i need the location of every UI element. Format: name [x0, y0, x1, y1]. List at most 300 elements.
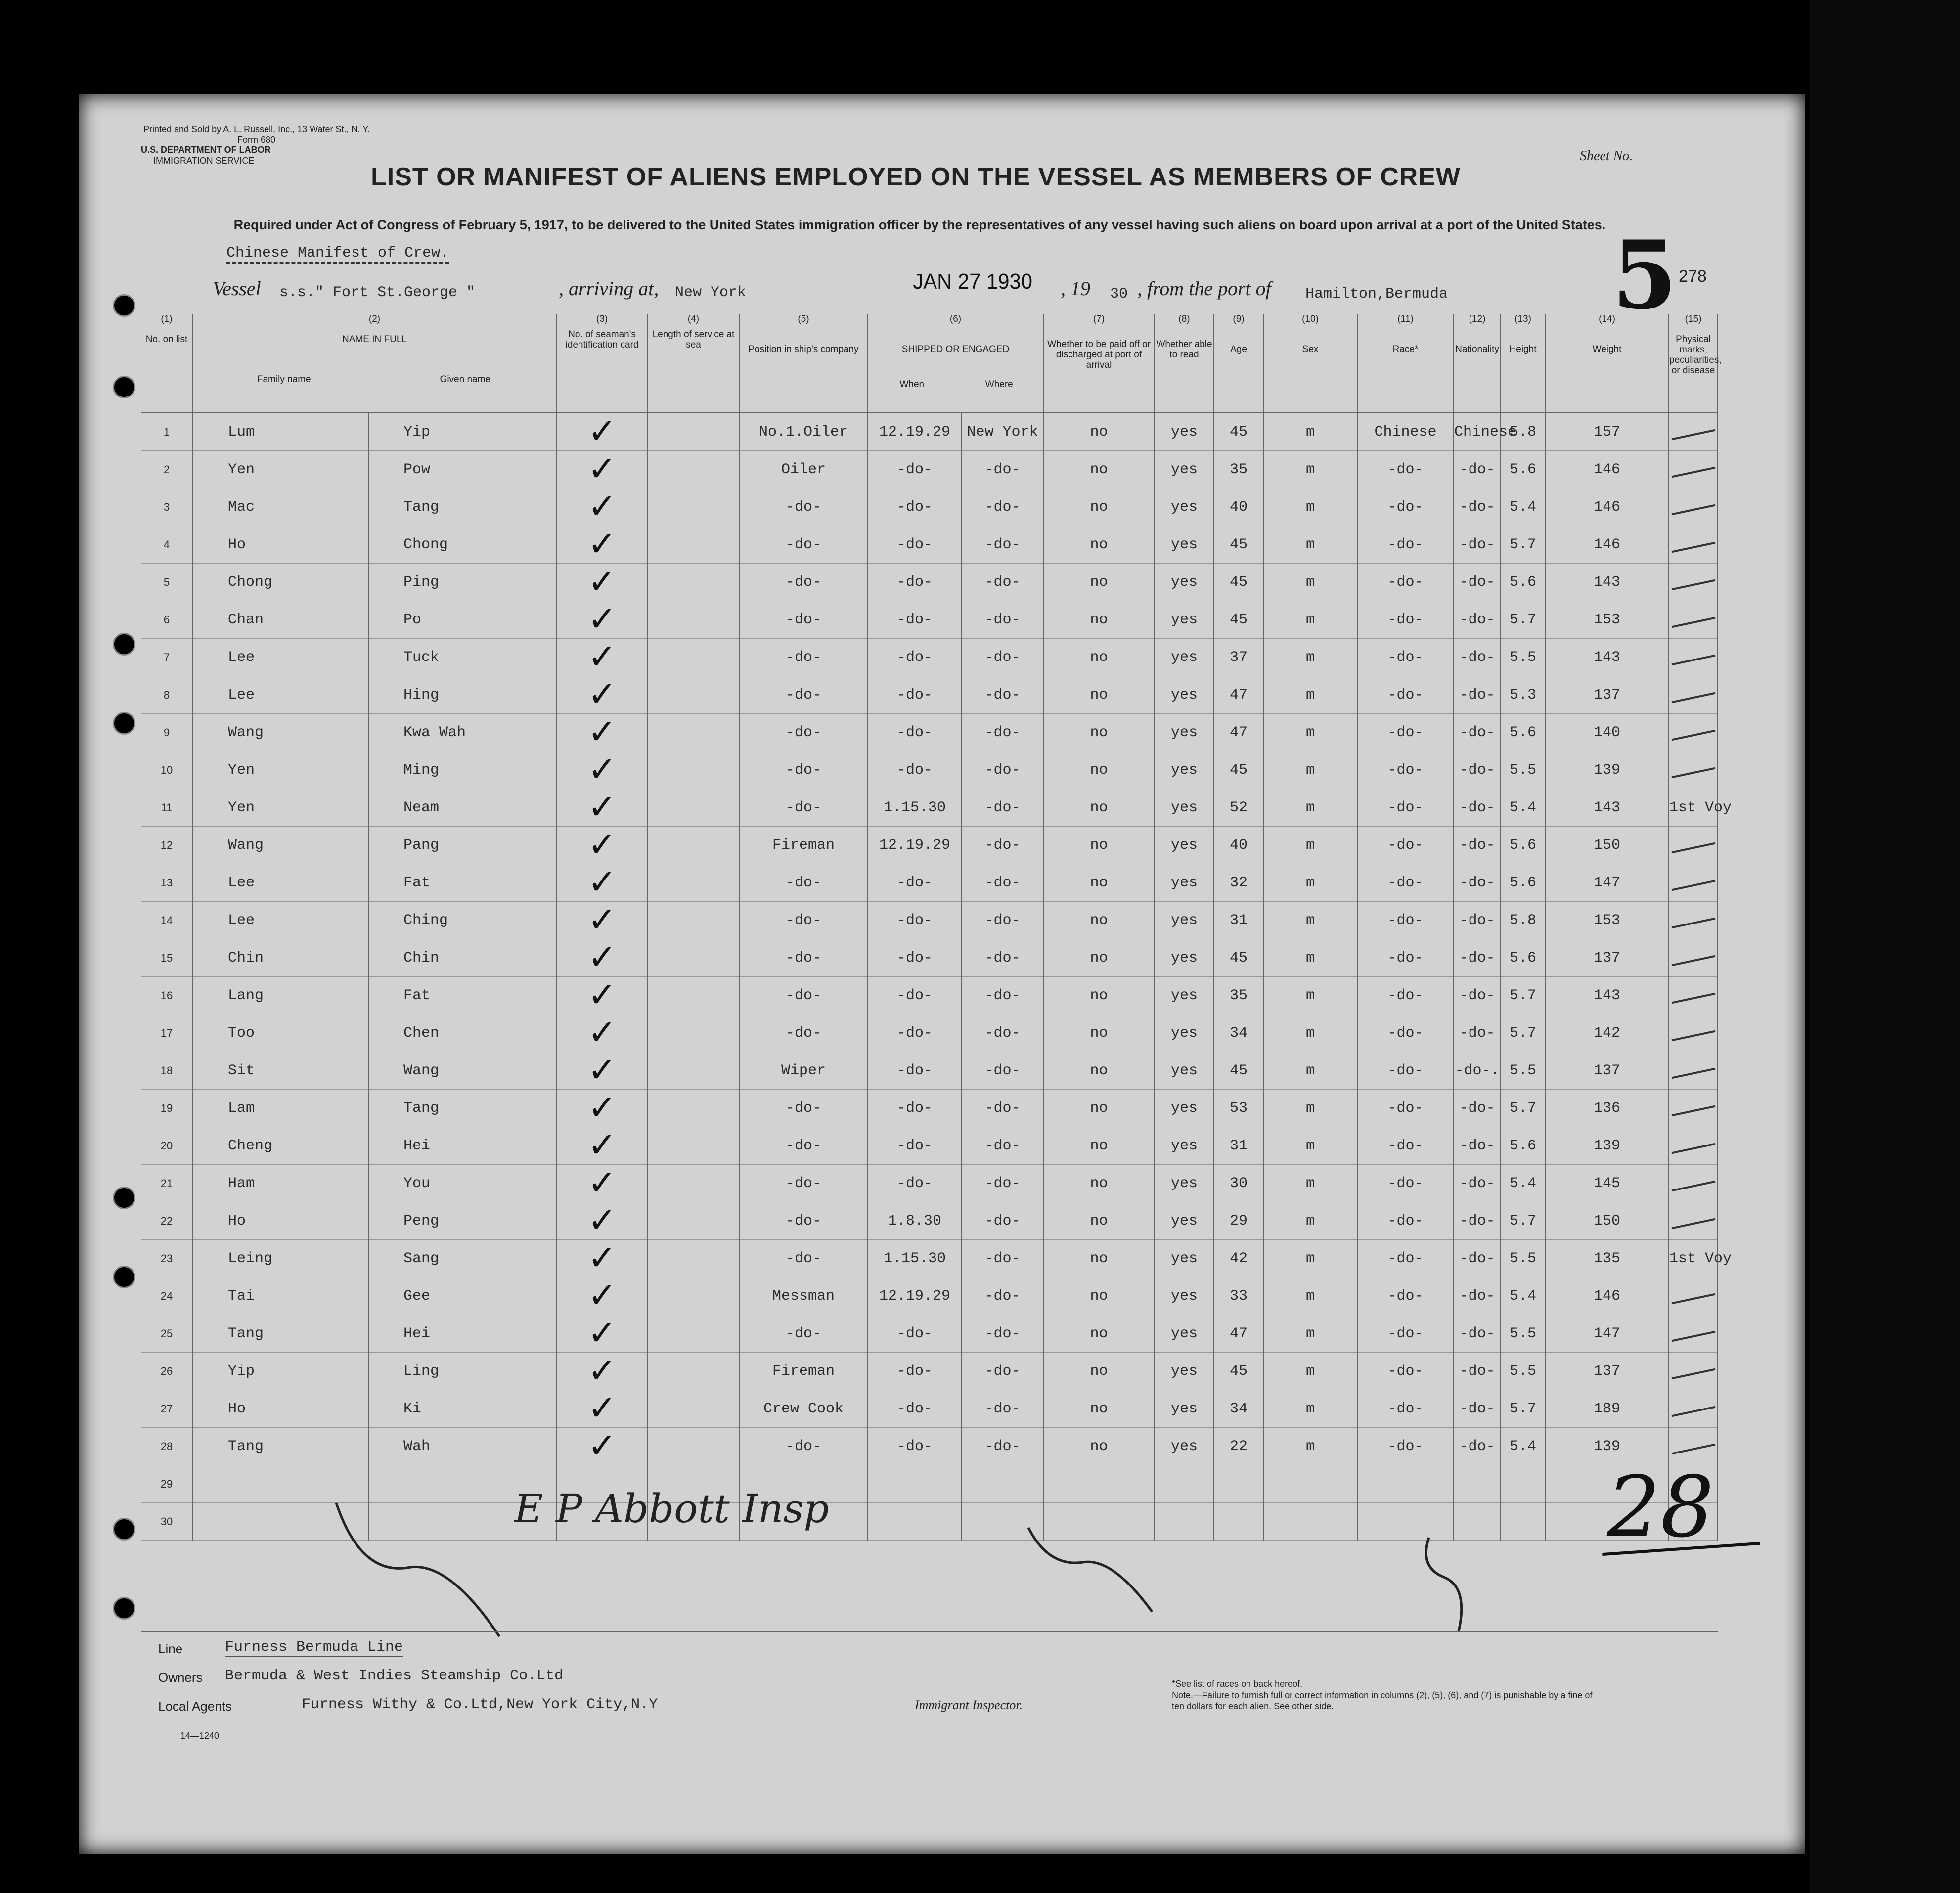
cell-where: -do-	[962, 676, 1043, 714]
cell-sex: m	[1263, 413, 1357, 451]
cell-position: -do-	[739, 977, 868, 1014]
cell-given: Tuck	[368, 639, 556, 676]
checkmark-icon: ✓	[587, 673, 617, 714]
cell-read: yes	[1155, 1127, 1214, 1165]
cell-race: -do-	[1357, 827, 1454, 864]
cell-race: -do-	[1357, 939, 1454, 977]
cell-height: 5.7	[1501, 1090, 1545, 1127]
col-sex: (10) Sex	[1263, 314, 1357, 413]
cell-age: 22	[1214, 1428, 1263, 1465]
cell-age: 45	[1214, 939, 1263, 977]
cell-age: 47	[1214, 676, 1263, 714]
cell-sex: m	[1263, 526, 1357, 564]
cell-weight: 189	[1545, 1390, 1669, 1428]
cell-where: -do-	[962, 1277, 1043, 1315]
cell-where: -do-	[962, 1127, 1043, 1165]
cell-where: -do-	[962, 1090, 1043, 1127]
cell-given: Ming	[368, 751, 556, 789]
cell-weight: 135	[1545, 1240, 1669, 1277]
table-row	[141, 1390, 1718, 1428]
cell-position: Fireman	[739, 827, 868, 864]
cell-weight: 150	[1545, 827, 1669, 864]
cell-given: Pow	[368, 451, 556, 488]
cell-height: 5.4	[1501, 488, 1545, 526]
cell-paid: no	[1043, 902, 1155, 939]
cell-read: yes	[1155, 639, 1214, 676]
cell-height: 5.5	[1501, 751, 1545, 789]
cell-paid: no	[1043, 714, 1155, 751]
cell-position: -do-	[739, 526, 868, 564]
cell-when: -do-	[868, 939, 962, 977]
id-card-check	[556, 410, 648, 451]
cell-family: Yip	[193, 1353, 368, 1390]
cell-race: -do-	[1357, 451, 1454, 488]
cell-given: Peng	[368, 1202, 556, 1240]
cell-weight: 157	[1545, 413, 1669, 451]
cell-age: 45	[1214, 413, 1263, 451]
col-family-name: Family name	[257, 374, 311, 385]
cell-read: yes	[1155, 1240, 1214, 1277]
cell-sex: m	[1263, 1277, 1357, 1315]
service-cell	[648, 977, 739, 1014]
cell-read: yes	[1155, 1277, 1214, 1315]
table-row	[141, 1353, 1718, 1390]
cell-position: -do-	[739, 601, 868, 639]
cell-marks	[1669, 488, 1718, 526]
cell-sex: m	[1263, 789, 1357, 827]
id-card-check	[556, 1124, 648, 1165]
cell-sex: m	[1263, 601, 1357, 639]
cell-family: Ho	[193, 1390, 368, 1428]
id-card-check	[556, 936, 648, 977]
id-card-check	[556, 974, 648, 1015]
cell-paid: no	[1043, 751, 1155, 789]
inspector-signature: E P Abbott Insp	[514, 1486, 829, 1532]
dash-mark	[1671, 1293, 1715, 1304]
races-note: *See list of races on back hereof.	[1172, 1679, 1303, 1689]
dash-mark	[1671, 917, 1715, 928]
cell-race: -do-	[1357, 1202, 1454, 1240]
id-card-check	[556, 899, 648, 940]
cell-when: -do-	[868, 1052, 962, 1090]
cell-given: Ki	[368, 1390, 556, 1428]
row-number: 30	[141, 1503, 193, 1541]
dash-mark	[1671, 1368, 1715, 1379]
punch-hole	[113, 1266, 135, 1288]
cell-paid: no	[1043, 526, 1155, 564]
cell-age: 47	[1214, 1315, 1263, 1353]
cell-marks	[1669, 1127, 1718, 1165]
service-cell	[648, 413, 739, 451]
cell-weight: 143	[1545, 564, 1669, 601]
cell-family: Ham	[193, 1165, 368, 1202]
service-cell	[648, 864, 739, 902]
row-number: 24	[141, 1277, 193, 1315]
cell-paid: no	[1043, 1240, 1155, 1277]
cell-age: 52	[1214, 789, 1263, 827]
cell-age: 32	[1214, 864, 1263, 902]
cell-family: Mac	[193, 488, 368, 526]
checkmark-icon: ✓	[587, 1162, 617, 1203]
cell-race: -do-	[1357, 601, 1454, 639]
owners-label: Owners	[158, 1670, 203, 1685]
cell-age: 45	[1214, 751, 1263, 789]
cell-race: Chinese	[1357, 413, 1454, 451]
cell-age: 35	[1214, 451, 1263, 488]
checkmark-icon: ✓	[587, 748, 617, 790]
cell-read: yes	[1155, 827, 1214, 864]
cell-height: 5.7	[1501, 1202, 1545, 1240]
cell-marks	[1669, 413, 1718, 451]
checkmark-icon: ✓	[587, 1087, 617, 1128]
id-card-check	[556, 1425, 648, 1466]
table-row	[141, 1240, 1718, 1277]
page-mark: 5	[1612, 220, 1678, 330]
cell-paid: no	[1043, 413, 1155, 451]
cell-race: -do-	[1357, 1315, 1454, 1353]
cell-read: yes	[1155, 864, 1214, 902]
cell-when: -do-	[868, 1390, 962, 1428]
cell-height: 5.4	[1501, 1165, 1545, 1202]
year-suffix: 30	[1110, 286, 1128, 303]
cell-paid: no	[1043, 488, 1155, 526]
checkmark-icon: ✓	[587, 523, 617, 564]
cell-marks	[1669, 1315, 1718, 1353]
cell-nationality: -do-	[1454, 1090, 1501, 1127]
row-number: 20	[141, 1127, 193, 1165]
cell-when: 12.19.29	[868, 1277, 962, 1315]
cell-weight: 139	[1545, 1428, 1669, 1465]
cell-nationality: -do-	[1454, 714, 1501, 751]
checkmark-icon: ✓	[587, 1312, 617, 1353]
cell-position: Messman	[739, 1277, 868, 1315]
cell-read: yes	[1155, 939, 1214, 977]
cell-paid: no	[1043, 977, 1155, 1014]
checkmark-icon: ✓	[587, 1425, 617, 1466]
row-number: 16	[141, 977, 193, 1014]
dash-mark	[1671, 579, 1715, 590]
cell-paid: no	[1043, 564, 1155, 601]
cell-race: -do-	[1357, 1090, 1454, 1127]
cell-read: yes	[1155, 902, 1214, 939]
row-number: 1	[141, 413, 193, 451]
cell-position: -do-	[739, 1428, 868, 1465]
cell-height: 5.3	[1501, 676, 1545, 714]
id-card-check	[556, 711, 648, 752]
table-row	[141, 488, 1718, 526]
cell-given: Fat	[368, 977, 556, 1014]
id-card-check	[556, 448, 648, 489]
cell-height: 5.7	[1501, 1390, 1545, 1428]
cell-age: 45	[1214, 601, 1263, 639]
checkmark-icon: ✓	[587, 598, 617, 639]
footer-divider	[141, 1631, 1718, 1632]
cell-read: yes	[1155, 1202, 1214, 1240]
id-card-check	[556, 1162, 648, 1203]
cell-paid: no	[1043, 1090, 1155, 1127]
cell-family: Chin	[193, 939, 368, 977]
cell-family: Ho	[193, 526, 368, 564]
dash-mark	[1671, 955, 1715, 966]
dash-mark	[1671, 992, 1715, 1004]
cell-marks	[1669, 676, 1718, 714]
cell-where: -do-	[962, 714, 1043, 751]
row-number: 15	[141, 939, 193, 977]
cell-weight: 147	[1545, 1315, 1669, 1353]
penalty-note: Note.—Failure to furnish full or correct information in columns (2), (5), (6), and (7) is punishable by a fine of ten dollars for each alien. See other side.	[1172, 1690, 1593, 1711]
table-row	[141, 827, 1718, 864]
cell-position: -do-	[739, 939, 868, 977]
service-cell	[648, 1240, 739, 1277]
cell-weight: 143	[1545, 789, 1669, 827]
cell-position: Crew Cook	[739, 1390, 868, 1428]
cell-weight: 137	[1545, 1052, 1669, 1090]
cell-height: 5.5	[1501, 1240, 1545, 1277]
cell-paid: no	[1043, 939, 1155, 977]
cell-weight: 137	[1545, 676, 1669, 714]
cell-age: 30	[1214, 1165, 1263, 1202]
row-number: 2	[141, 451, 193, 488]
cell-paid: no	[1043, 1202, 1155, 1240]
cell-nationality: -do-	[1454, 488, 1501, 526]
form-code: 14—1240	[180, 1731, 220, 1741]
row-number: 17	[141, 1014, 193, 1052]
cell-given: Ling	[368, 1353, 556, 1390]
cell-family: Lee	[193, 639, 368, 676]
checkmark-icon: ✓	[587, 1387, 617, 1428]
cell-nationality: -do-.	[1454, 1052, 1501, 1090]
cell-weight: 150	[1545, 1202, 1669, 1240]
service-cell	[648, 827, 739, 864]
cell-when: -do-	[868, 1090, 962, 1127]
service-cell	[648, 1052, 739, 1090]
service-cell	[648, 451, 739, 488]
col-race: (11) Race*	[1357, 314, 1454, 413]
table-row	[141, 1014, 1718, 1052]
cell-read: yes	[1155, 601, 1214, 639]
checkmark-icon: ✓	[587, 1199, 617, 1240]
col-id-card: (3) No. of seaman's identification card	[556, 314, 648, 413]
cell-when: -do-	[868, 1353, 962, 1390]
checkmark-icon: ✓	[587, 974, 617, 1015]
cell-read: yes	[1155, 1390, 1214, 1428]
row-number: 19	[141, 1090, 193, 1127]
cell-marks	[1669, 1390, 1718, 1428]
cell-weight: 143	[1545, 639, 1669, 676]
cell-paid: no	[1043, 1014, 1155, 1052]
cell-when: -do-	[868, 751, 962, 789]
line-label: Line	[158, 1641, 183, 1656]
dash-mark	[1671, 692, 1715, 703]
cell-height: 5.4	[1501, 789, 1545, 827]
cell-read: yes	[1155, 676, 1214, 714]
cell-marks	[1669, 526, 1718, 564]
checkmark-icon: ✓	[587, 410, 617, 451]
cell-when: -do-	[868, 977, 962, 1014]
cell-sex: m	[1263, 1315, 1357, 1353]
col-length-of-service: (4) Length of service at sea	[648, 314, 739, 413]
checkmark-icon: ✓	[587, 1124, 617, 1165]
service-cell	[648, 564, 739, 601]
cell-nationality: -do-	[1454, 601, 1501, 639]
dash-mark	[1671, 504, 1715, 515]
cell-position: -do-	[739, 1127, 868, 1165]
id-card-check	[556, 861, 648, 902]
dash-mark	[1671, 1406, 1715, 1417]
cell-position: No.1.Oiler	[739, 413, 868, 451]
cell-weight: 145	[1545, 1165, 1669, 1202]
cell-weight: 146	[1545, 1277, 1669, 1315]
col-given-name: Given name	[440, 374, 490, 385]
line-value: Furness Bermuda Line	[225, 1639, 403, 1656]
cell-paid: no	[1043, 1127, 1155, 1165]
cell-position: -do-	[739, 789, 868, 827]
cell-weight: 137	[1545, 939, 1669, 977]
cell-sex: m	[1263, 902, 1357, 939]
cell-paid: no	[1043, 601, 1155, 639]
cell-family: Lee	[193, 902, 368, 939]
cell-paid: no	[1043, 1390, 1155, 1428]
row-number: 8	[141, 676, 193, 714]
row-number: 4	[141, 526, 193, 564]
dash-mark	[1671, 541, 1715, 553]
cell-read: yes	[1155, 488, 1214, 526]
cell-sex: m	[1263, 451, 1357, 488]
cell-height: 5.6	[1501, 451, 1545, 488]
cell-paid: no	[1043, 864, 1155, 902]
cell-when: 1.15.30	[868, 1240, 962, 1277]
cell-position: -do-	[739, 488, 868, 526]
cell-sex: m	[1263, 1390, 1357, 1428]
id-card-check	[556, 636, 648, 677]
cell-height: 5.7	[1501, 601, 1545, 639]
table-row	[141, 639, 1718, 676]
total-count: 28	[1607, 1458, 1714, 1556]
cell-when: 1.8.30	[868, 1202, 962, 1240]
cell-marks	[1669, 864, 1718, 902]
id-card-check	[556, 1049, 648, 1090]
cell-marks: 1st Voy	[1669, 789, 1718, 827]
col-age: (9) Age	[1214, 314, 1263, 413]
cell-position: Oiler	[739, 451, 868, 488]
table-row	[141, 1165, 1718, 1202]
cell-marks	[1669, 1277, 1718, 1315]
cell-where: -do-	[962, 488, 1043, 526]
printer-line: Printed and Sold by A. L. Russell, Inc., 13 Water St., N. Y.	[143, 124, 370, 134]
checkmark-icon: ✓	[587, 824, 617, 865]
cell-read: yes	[1155, 1165, 1214, 1202]
owners-value: Bermuda & West Indies Steamship Co.Ltd	[225, 1668, 564, 1684]
cell-age: 35	[1214, 977, 1263, 1014]
cell-nationality: -do-	[1454, 1428, 1501, 1465]
cell-where: -do-	[962, 789, 1043, 827]
cell-read: yes	[1155, 1315, 1214, 1353]
table-row	[141, 751, 1718, 789]
table-row	[141, 977, 1718, 1014]
punch-hole	[113, 376, 135, 398]
service-cell	[648, 1428, 739, 1465]
page-mark-small: 278	[1679, 267, 1707, 286]
from-label: , from the port of	[1137, 277, 1271, 300]
service-cell	[648, 1390, 739, 1428]
cell-position: -do-	[739, 714, 868, 751]
dash-mark	[1671, 1067, 1715, 1079]
table-row	[141, 864, 1718, 902]
cell-where: -do-	[962, 451, 1043, 488]
date-stamp: JAN 27 1930	[913, 269, 1033, 294]
punch-hole	[113, 1518, 135, 1541]
checkmark-icon: ✓	[587, 899, 617, 940]
cell-weight: 147	[1545, 864, 1669, 902]
cell-weight: 153	[1545, 902, 1669, 939]
cell-height: 5.4	[1501, 1277, 1545, 1315]
cell-nationality: -do-	[1454, 789, 1501, 827]
cell-position: -do-	[739, 1014, 868, 1052]
cell-nationality: -do-	[1454, 977, 1501, 1014]
cell-age: 29	[1214, 1202, 1263, 1240]
checkmark-icon: ✓	[587, 1237, 617, 1278]
cell-paid: no	[1043, 789, 1155, 827]
cell-when: -do-	[868, 488, 962, 526]
id-card-check	[556, 786, 648, 827]
cell-race: -do-	[1357, 714, 1454, 751]
cell-age: 34	[1214, 1014, 1263, 1052]
cell-paid: no	[1043, 1428, 1155, 1465]
checkmark-icon: ✓	[587, 448, 617, 489]
cell-where: -do-	[962, 1315, 1043, 1353]
service-cell	[648, 714, 739, 751]
cell-position: -do-	[739, 1090, 868, 1127]
cell-family: Chong	[193, 564, 368, 601]
cell-sex: m	[1263, 1052, 1357, 1090]
row-number: 3	[141, 488, 193, 526]
cell-given: Fat	[368, 864, 556, 902]
cell-marks	[1669, 1202, 1718, 1240]
page-title: LIST OR MANIFEST OF ALIENS EMPLOYED ON THE VESSEL AS MEMBERS OF CREW	[371, 163, 1461, 191]
table-row	[141, 939, 1718, 977]
table-row	[141, 676, 1718, 714]
cell-marks	[1669, 1090, 1718, 1127]
cell-nationality: -do-	[1454, 676, 1501, 714]
cell-position: -do-	[739, 1202, 868, 1240]
id-card-check	[556, 561, 648, 602]
cell-height: 5.7	[1501, 977, 1545, 1014]
cell-family: Wang	[193, 714, 368, 751]
cell-when: -do-	[868, 1014, 962, 1052]
col-height: (13) Height	[1501, 314, 1545, 413]
cell-marks	[1669, 1014, 1718, 1052]
table-row	[141, 789, 1718, 827]
cell-sex: m	[1263, 639, 1357, 676]
table-row	[141, 1428, 1718, 1465]
cell-given: Wang	[368, 1052, 556, 1090]
service-cell	[648, 902, 739, 939]
service-cell	[648, 1202, 739, 1240]
cell-when: -do-	[868, 451, 962, 488]
arriving-port: New York	[675, 284, 747, 301]
cell-race: -do-	[1357, 526, 1454, 564]
checkmark-icon: ✓	[587, 561, 617, 602]
cell-read: yes	[1155, 451, 1214, 488]
cell-height: 5.8	[1501, 413, 1545, 451]
row-number: 12	[141, 827, 193, 864]
cell-age: 31	[1214, 1127, 1263, 1165]
sheet-number-label: Sheet No.	[1580, 148, 1633, 164]
cell-weight: 140	[1545, 714, 1669, 751]
cell-age: 45	[1214, 526, 1263, 564]
dash-mark	[1671, 767, 1715, 778]
cell-nationality: -do-	[1454, 864, 1501, 902]
